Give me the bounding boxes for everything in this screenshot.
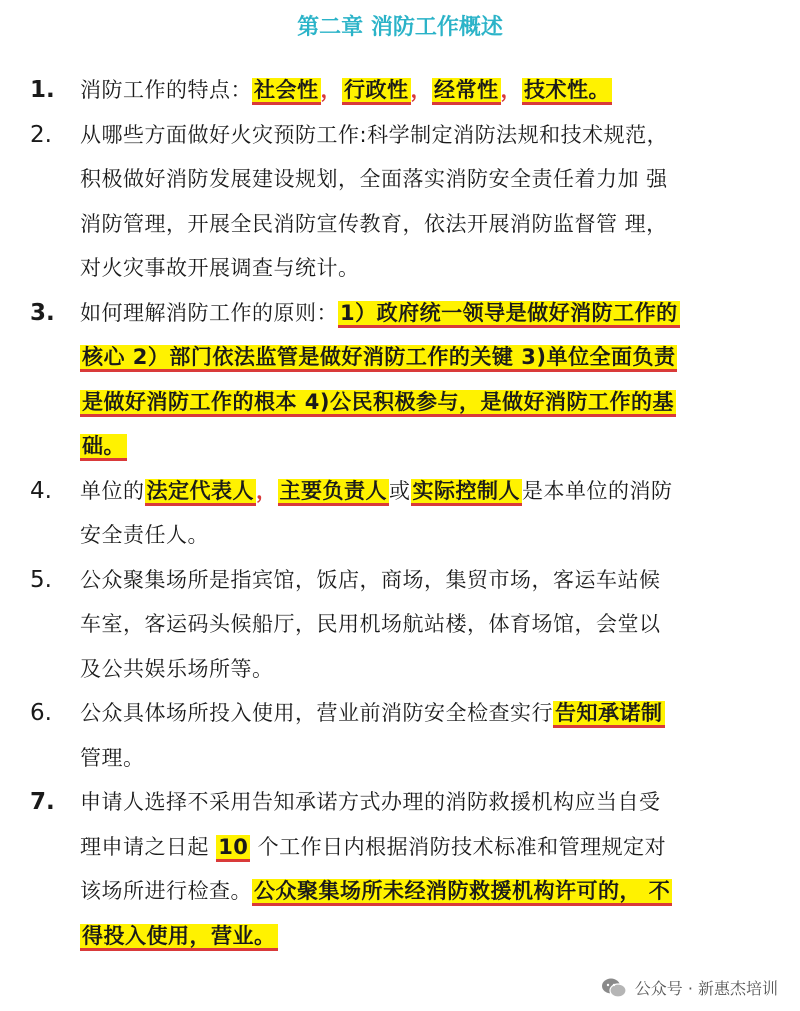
highlighted-term: 10 [216,835,250,862]
text-segment: 从哪些方面做好火灾预防工作:科学制定消防法规和技术规范， 积极做好消防发展建设规划，全面落实消防安全责任着力加 强消防管理，开展全民消防宣传教育，依法开展消防监督管 理，对火灾事故开展调查与统计。 [80,122,669,280]
item-text [80,780,680,958]
text-segment: 或 [389,478,411,503]
item-text [80,291,680,469]
item-text [80,691,680,780]
point-list [30,68,690,958]
red-punctuation: ， [256,478,278,503]
text-segment: 个工作日内根据消防技术标准和管理规定对该场所进行检查。 [80,834,667,903]
item-number: 7. [30,789,55,815]
list-item [30,558,690,692]
item-text [80,68,680,113]
item-text [80,469,680,558]
text-segment: 如何理解消防工作的原则： [80,300,338,325]
item-number: 3. [30,299,55,326]
text-segment: 申请人选择不采用告知承诺方式办理的消防救援机构应当自受理申请之日起 [80,790,661,859]
list-item [30,113,690,291]
text-segment: 消防工作的特点： [80,78,252,102]
highlighted-term: 经常性 [432,78,501,105]
highlighted-term: 行政性 [342,78,411,105]
page-title: 第二章 消防工作概述 [297,15,503,40]
list-item [30,691,690,780]
item-number: 1. [30,77,55,103]
item-number: 2. [30,121,52,148]
item-number: 5. [30,566,52,593]
list-item [30,780,690,958]
highlighted-term: 实际控制人 [411,479,523,506]
text-segment: 是本单位的消防安全责任人。 [80,478,673,547]
list-item [30,68,690,113]
item-text [80,558,680,692]
text-segment: 单位的 [80,478,145,503]
list-item [30,469,690,558]
text-segment: 公众聚集场所是指宾馆，饭店，商场，集贸市场，客运车站候车室，客运码头候船厅，民用机场航站楼，体育场馆，会堂以及公共娱乐场所等。 [80,567,661,681]
highlighted-term: 1）政府统一领导是做好消防工作的核心 2）部门依法监管是做好消防工作的关键 3)单位全面负责是做好消防工作的根本 4)公民积极参与，是做好消防工作的基础。 [80,301,680,462]
highlighted-term: 告知承诺制 [553,701,665,728]
text-segment: 管理。 [80,745,145,770]
highlighted-term: 主要负责人 [278,479,390,506]
watermark-text: 公众号 · 新惠杰培训 [634,979,778,998]
highlighted-term: 法定代表人 [145,479,257,506]
wechat-icon [601,977,627,999]
highlighted-term: 公众聚集场所未经消防救援机构许可的， 不得投入使用，营业。 [80,879,672,951]
item-number: 4. [30,477,52,504]
red-punctuation: ， [500,78,522,102]
red-punctuation: ， [320,78,342,102]
highlighted-term: 技术性。 [522,78,612,105]
item-number: 6. [30,700,52,726]
highlighted-term: 社会性 [252,78,321,105]
watermark [601,976,778,999]
list-item [30,291,690,469]
text-segment: 公众具体场所投入使用，营业前消防安全检查实行 [80,701,553,725]
item-text [80,113,680,291]
red-punctuation: ， [410,78,432,102]
